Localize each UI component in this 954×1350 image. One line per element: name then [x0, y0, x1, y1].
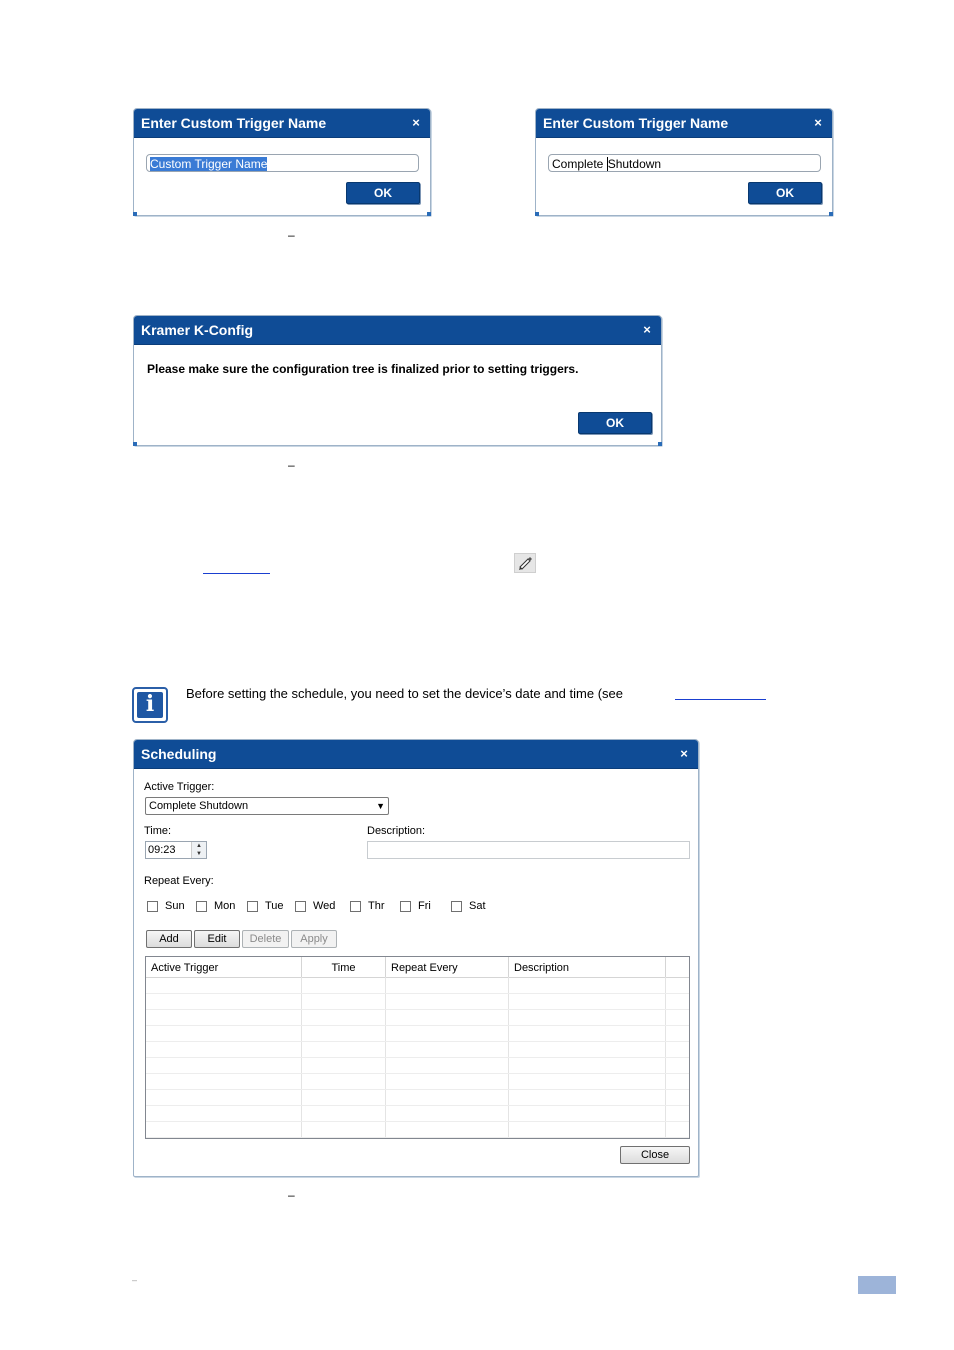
resize-corner — [829, 212, 833, 216]
edit-button[interactable]: Edit — [194, 930, 240, 948]
description-label: Description: — [367, 825, 426, 837]
input-text-before-caret: Complete — [552, 157, 607, 171]
table-row[interactable] — [146, 1089, 689, 1106]
spin-down-icon[interactable]: ▼ — [192, 850, 206, 858]
table-row[interactable] — [146, 993, 689, 1010]
day-checkbox-mon[interactable] — [196, 901, 207, 912]
schedule-table — [145, 956, 690, 1139]
day-label-thr: Thr — [368, 900, 385, 912]
active-trigger-dropdown[interactable] — [145, 797, 389, 815]
footer-dash: – — [132, 1275, 138, 1285]
table-row[interactable] — [146, 1025, 689, 1042]
add-button[interactable]: Add — [146, 930, 192, 948]
close-icon[interactable]: × — [814, 115, 822, 130]
dialog-title: Scheduling — [141, 746, 217, 762]
table-row[interactable] — [146, 1009, 689, 1026]
resize-corner — [427, 212, 431, 216]
spin-up-icon[interactable]: ▲ — [192, 842, 206, 850]
active-trigger-value: Complete Shutdown — [149, 800, 249, 812]
resize-corner — [133, 442, 137, 446]
time-label: Time: — [144, 825, 172, 837]
table-row[interactable] — [146, 1073, 689, 1090]
chevron-down-icon: ▼ — [376, 801, 385, 811]
description-input[interactable] — [367, 841, 690, 859]
close-button[interactable]: Close — [620, 1146, 690, 1164]
dialog-title: Enter Custom Trigger Name — [543, 115, 729, 131]
dialog-title-bar — [134, 740, 698, 769]
table-row[interactable] — [146, 977, 689, 994]
dialog-message: Please make sure the configuration tree is finalized prior to setting triggers. — [147, 362, 579, 376]
time-value: 09:23 — [148, 844, 176, 856]
resize-corner — [133, 212, 137, 216]
day-checkbox-sat[interactable] — [451, 901, 462, 912]
day-label-wed: Wed — [313, 900, 336, 912]
dialog-custom-trigger-name-2 — [535, 108, 833, 216]
column-header-time[interactable]: Time — [302, 957, 386, 977]
dialog-kramer-k-config — [133, 315, 662, 446]
table-row[interactable] — [146, 1105, 689, 1122]
figure-caption-dash: – — [288, 458, 295, 472]
time-stepper[interactable] — [145, 841, 207, 859]
info-icon: i — [132, 687, 168, 723]
dialog-title-bar — [134, 316, 661, 345]
table-header — [146, 957, 689, 978]
selected-input-text: Custom Trigger Name — [150, 157, 268, 171]
table-row[interactable] — [146, 1041, 689, 1058]
page-number-block — [858, 1276, 896, 1294]
input-text-after-caret: Shutdown — [607, 157, 662, 171]
column-header-repeat-every[interactable]: Repeat Every — [386, 957, 509, 977]
figure-caption-dash: – — [288, 1188, 295, 1202]
ok-button[interactable]: OK — [346, 182, 420, 204]
dialog-title-bar — [134, 109, 430, 138]
active-trigger-label: Active Trigger: — [144, 781, 215, 793]
delete-button[interactable]: Delete — [242, 930, 289, 948]
day-checkbox-sun[interactable] — [147, 901, 158, 912]
day-label-sun: Sun — [165, 900, 185, 912]
hyperlink-underline[interactable] — [675, 699, 766, 700]
hyperlink-underline[interactable] — [203, 573, 270, 574]
resize-corner — [535, 212, 539, 216]
pencil-edit-icon — [514, 553, 536, 573]
pencil-edit-icon-graphic — [515, 554, 535, 572]
apply-button[interactable]: Apply — [291, 930, 337, 948]
day-label-mon: Mon — [214, 900, 236, 912]
repeat-every-label: Repeat Every: — [144, 875, 214, 887]
info-note-text: Before setting the schedule, you need to set the device’s date and time (see — [186, 686, 623, 701]
close-icon[interactable]: × — [680, 746, 688, 761]
close-icon[interactable]: × — [643, 322, 651, 337]
day-checkbox-wed[interactable] — [295, 901, 306, 912]
day-checkbox-tue[interactable] — [247, 901, 258, 912]
ok-button[interactable]: OK — [748, 182, 822, 204]
dialog-title: Enter Custom Trigger Name — [141, 115, 327, 131]
day-label-fri: Fri — [418, 900, 431, 912]
day-label-sat: Sat — [469, 900, 486, 912]
column-header-active-trigger[interactable]: Active Trigger — [146, 957, 302, 977]
trigger-name-input[interactable] — [548, 154, 821, 172]
day-checkbox-thr[interactable] — [350, 901, 361, 912]
dialog-scheduling — [133, 739, 699, 1177]
column-header-description[interactable]: Description — [509, 957, 666, 977]
close-icon[interactable]: × — [412, 115, 420, 130]
resize-corner — [658, 442, 662, 446]
trigger-name-input[interactable] — [146, 154, 419, 172]
table-row[interactable] — [146, 1057, 689, 1074]
ok-button[interactable]: OK — [578, 412, 652, 434]
day-checkbox-fri[interactable] — [400, 901, 411, 912]
dialog-title-bar — [536, 109, 832, 138]
dialog-title: Kramer K-Config — [141, 322, 254, 338]
table-row[interactable] — [146, 1121, 689, 1138]
figure-caption-dash: – — [288, 228, 295, 242]
day-label-tue: Tue — [265, 900, 284, 912]
dialog-custom-trigger-name-1 — [133, 108, 431, 216]
